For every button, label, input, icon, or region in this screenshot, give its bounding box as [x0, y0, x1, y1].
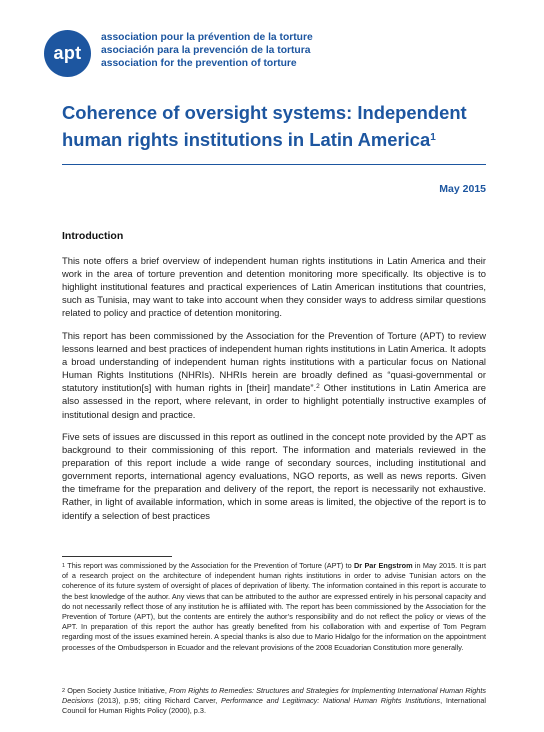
footnote-1-text-b: in May 2015. It is part of a research project on the architecture of independent human rights institutions in order to advise Tunisian actors on the coherence of its future system of oversight of places of deprivation of liberty. The information contained in this report is accurate to the best knowledge of the author. Any views that can be attributed to the author are expressed entirely in his personal capacity and do not necessarily reflect those of any institution he is affiliated with. The report has been commissioned by the Association for the Prevention of Torture (APT), but the contents are entirely the author’s responsibility and do not reflect the policy or views of the APT. In preparation of this report the author has greatly benefited from his collaboration with and expertise of Tom Pegram regarding most of the issues examined herein. A special thanks is also due to Mario Hidalgo for the information on the appointment processes of the Ombudsperson in Ecuador and the relevant provisions of the 2008 Ecuadorian Constitution more generally. [62, 561, 487, 652]
paragraph-2-text-b: Other institutions in Latin America are also assessed in the report, where relevant, in order to highlight potentially instructive examples of institutional design and practice. [62, 382, 486, 420]
footnote-divider [62, 556, 172, 557]
paragraph-1: This note offers a brief overview of independent human rights institutions in Latin America and their work in the area of torture prevention and detention monitoring more specifically. Its objective is to highlight institutional features and practical experiences of Latin American institutions that countries, such as Tunisia, may want to take into account when they consider ways to address similar questions related to policy and practice of detention monitoring. [62, 255, 486, 319]
association-name-block [101, 31, 401, 71]
title-text: Coherence of oversight systems: Independent human rights institutions in Latin America [62, 102, 467, 150]
association-name-fr: association pour la prévention de la torture [101, 32, 313, 43]
paragraph-2 [62, 329, 486, 421]
document-title [62, 99, 502, 153]
footnote-2-mark: 2 [62, 688, 66, 694]
paragraph-2-text-a: This report has been commissioned by the Association for the Prevention of Torture (APT) to review lessons learned and best practices of independent human rights institutions in Latin America. It adopts a broad understanding of independent human rights institutions with a particular focus on National Human Rights Institutions (NHRIs). NHRIs herein are broadly defined as “quasi-governmental or statutory institution[s] with human rights in [their] mandate”. [62, 330, 486, 394]
association-name-en: association for the prevention of torture [101, 58, 297, 70]
footnote-1-author: Dr Par Engstrom [354, 561, 413, 570]
paragraph-3: Five sets of issues are discussed in this report as outlined in the concept note provided by the APT as background to their commissioning of this report. The information and materials reviewed in the preparation of this report include a wide range of secondary sources, including institutional and government reports, international agency evaluations, NGO reports, as well as news reports. Given the timeframe for the preparation and delivery of the report, the report is necessarily not exhaustive. Rather, in light of available information, which in some areas is limited, the objective of the report is to identify a selection of best practices [62, 431, 486, 521]
apt-logo [44, 30, 91, 77]
association-name-es: asociación para la prevención de la tortura [101, 45, 311, 57]
footnote-2-text-b: (2013), p.95; citing Richard Carver, [93, 696, 222, 706]
footnote-2-text-c: , International Council for Human Rights Policy (2000), p.3. [62, 696, 487, 716]
footnote-2-text-a: Open Society Justice Initiative, [65, 686, 169, 695]
title-divider [62, 164, 486, 165]
footnote-2-title-1: From Rights to Remedies: Structures and Strategies for Implementing International Human Rights Decisions [62, 686, 487, 706]
logo-text: apt [53, 43, 82, 63]
footnote-2-title-2: Performance and Legitimacy: National Human Rights Institutions [221, 696, 441, 706]
footnote-2 [62, 686, 486, 717]
document-date: May 2015 [439, 183, 486, 195]
footnote-1-mark: 1 [62, 563, 66, 569]
footnote-mark-2: 2 [316, 383, 320, 391]
footnote-1-text-a: This report was commissioned by the Association for the Prevention of Torture (APT) to [65, 561, 355, 570]
title-footnote-mark: 1 [430, 132, 436, 143]
section-heading: Introduction [62, 230, 124, 242]
footnote-1 [62, 561, 486, 653]
